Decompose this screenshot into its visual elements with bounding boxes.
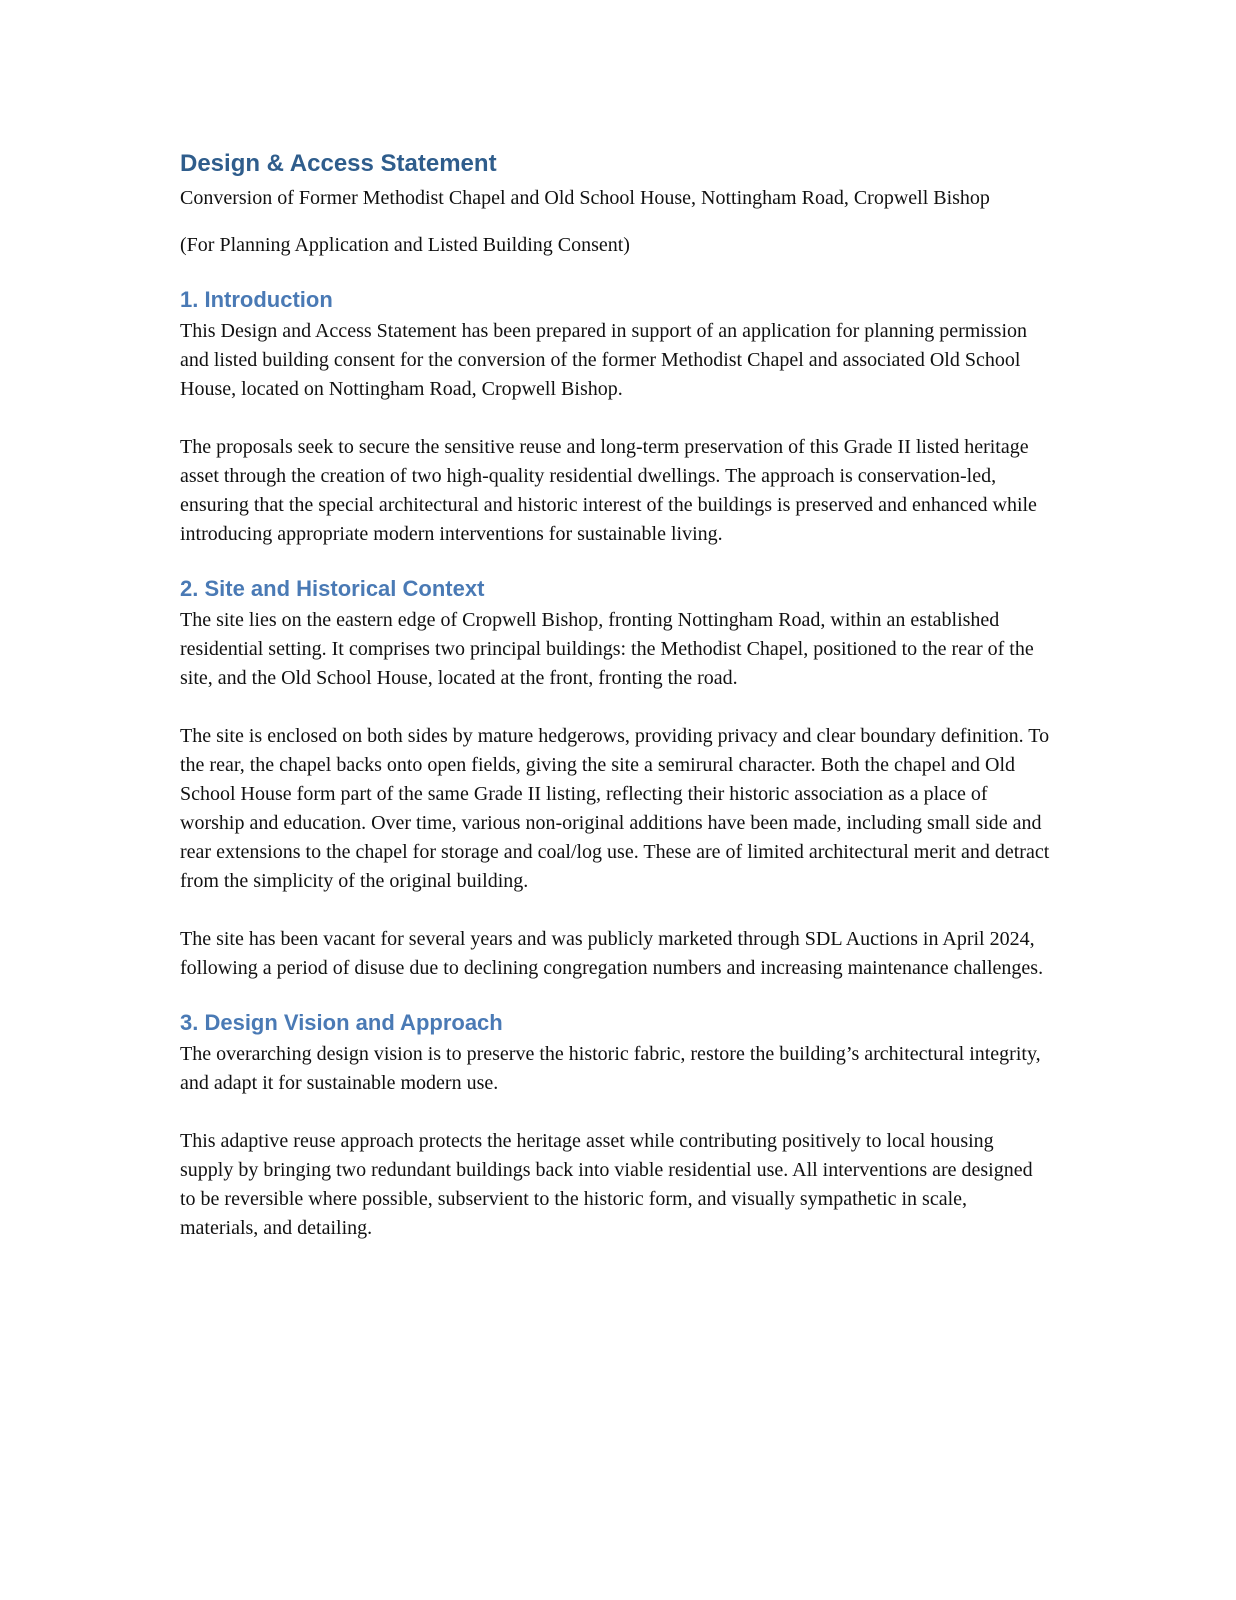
application-note: (For Planning Application and Listed Building Consent): [180, 234, 630, 256]
paragraph: The site is enclosed on both sides by mature hedgerows, providing privacy and clear boundary definition. To the rear, the chapel backs onto open fields, giving the site a semirural character. Both the chapel and Old School House form part of the same Grade II listing, reflecting their historic association as a place of worship and education. Over time, various non-original additions have been made, including small side and rear extensions to the chapel for storage and coal/log use. These are of limited architectural merit and detract from the simplicity of the original building.: [180, 725, 1050, 892]
document-page: [180, 148, 1050, 1243]
paragraph: The site has been vacant for several years and was publicly marketed through SDL Auctions in April 2024, following a period of disuse due to declining congregation numbers and increasing maintenance challenges.: [180, 928, 1044, 979]
paragraph: The site lies on the eastern edge of Cropwell Bishop, fronting Nottingham Road, within an established residential setting. It comprises two principal buildings: the Methodist Chapel, positioned to the rear of the site, and the Old School House, located at the front, fronting the road.: [180, 609, 1034, 689]
document-title: Design & Access Statement: [180, 150, 497, 177]
section-heading: 1. Introduction: [180, 287, 333, 312]
paragraph: The overarching design vision is to preserve the historic fabric, restore the building’s architectural integrity, and adapt it for sustainable modern use.: [180, 1043, 1041, 1094]
section-heading: 3. Design Vision and Approach: [180, 1010, 503, 1035]
section-heading: 2. Site and Historical Context: [180, 576, 485, 601]
section-site-context: [180, 574, 1050, 983]
section-design-vision: [180, 1008, 1050, 1243]
document-subtitle: Conversion of Former Methodist Chapel and Old School House, Nottingham Road, Cropwell Bishop: [180, 187, 990, 209]
section-introduction: [180, 285, 1050, 549]
paragraph: The proposals seek to secure the sensitive reuse and long-term preservation of this Grade II listed heritage asset through the creation of two high-quality residential dwellings. The approach is conservation-led, ensuring that the special architectural and historic interest of the buildings is preserved and enhanced while introducing appropriate modern interventions for sustainable living.: [180, 436, 1037, 545]
paragraph: This adaptive reuse approach protects the heritage asset while contributing positively to local housing supply by bringing two redundant buildings back into viable residential use. All interventions are designed to be reversible where possible, subservient to the historic form, and visually sympathetic in scale, materials, and detailing.: [180, 1130, 1033, 1239]
paragraph: This Design and Access Statement has been prepared in support of an application for planning permission and listed building consent for the conversion of the former Methodist Chapel and associated Old School House, located on Nottingham Road, Cropwell Bishop.: [180, 320, 1028, 400]
